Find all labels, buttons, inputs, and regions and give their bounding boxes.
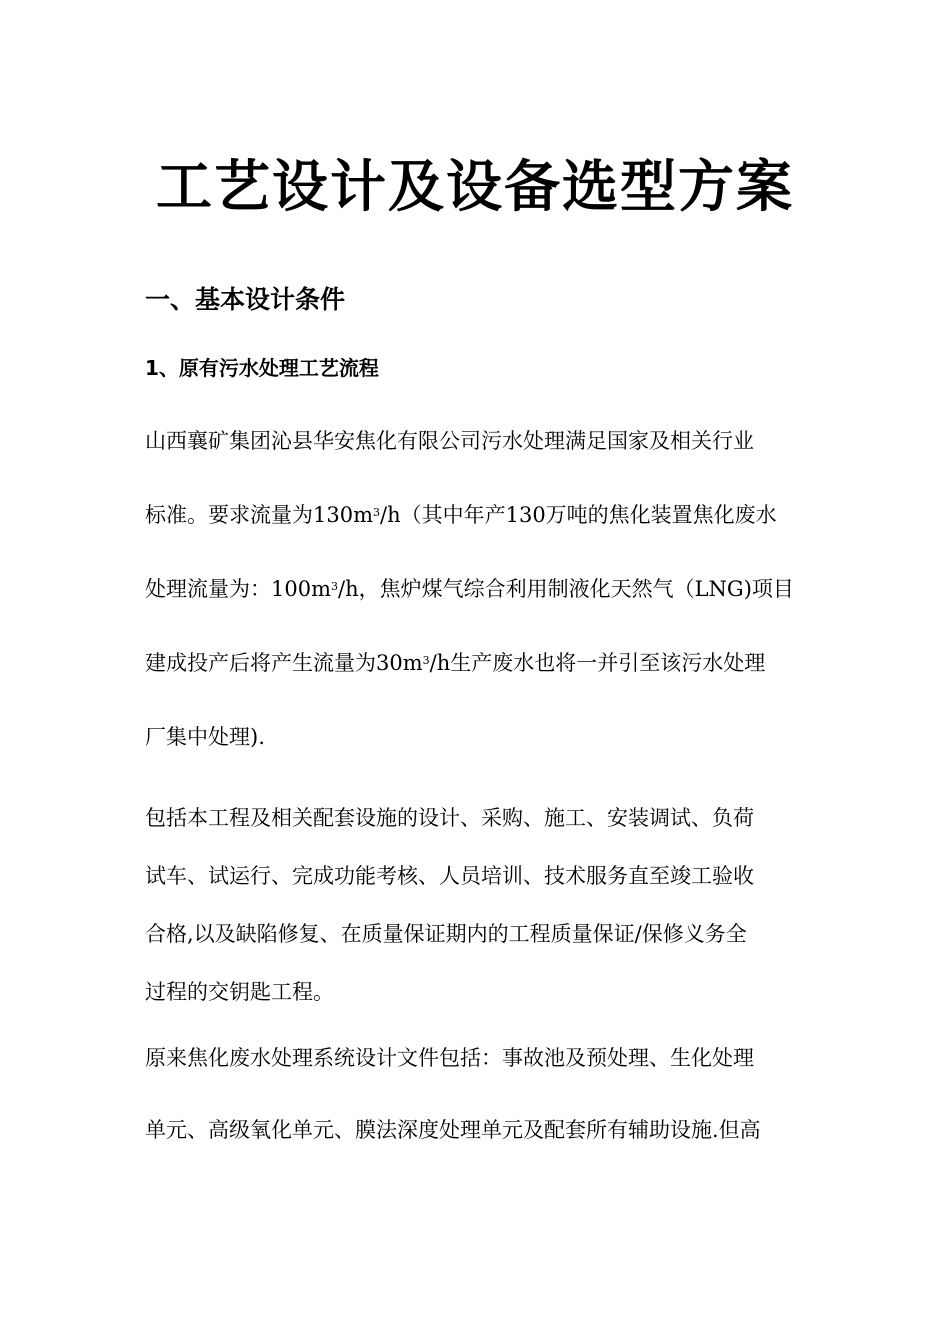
text-run: 标准。要求流量为130m: [145, 503, 373, 527]
superscript: 3: [373, 506, 380, 519]
paragraph-2: [145, 798, 809, 1030]
text-run: /h（其中年产130万吨的焦化装置焦化废水: [380, 503, 777, 527]
paragraph-line: [145, 495, 809, 569]
paragraph-line: 山西襄矿集团沁县华安焦化有限公司污水处理满足国家及相关行业: [145, 429, 754, 453]
document-title: 工艺设计及设备选型方案: [156, 155, 794, 220]
text-run: 建成投产后将产生流量为30m: [145, 651, 423, 675]
superscript: 3: [422, 654, 430, 667]
paragraph-3: [145, 1038, 809, 1182]
text-run: 处理流量为：100m: [145, 577, 331, 601]
paragraph-line: 试车、试运行、完成功能考核、人员培训、技术服务直至竣工验收: [145, 864, 754, 888]
paragraph-line: 厂集中处理).: [145, 725, 265, 749]
paragraph-line: [145, 569, 809, 643]
paragraph-1: [145, 421, 809, 791]
subsection-heading: 1、原有污水处理工艺流程: [145, 356, 379, 380]
text-run: /h，焦炉煤气综合利用制液化天然气（LNG)项目: [338, 577, 794, 601]
paragraph-line: 合格,以及缺陷修复、在质量保证期内的工程质量保证/保修义务全: [145, 922, 747, 946]
paragraph-line: 过程的交钥匙工程。: [145, 980, 334, 1004]
text-run: /h生产废水也将一并引至该污水处理: [429, 651, 766, 675]
section-heading: 一、基本设计条件: [145, 285, 346, 314]
paragraph-line: [145, 643, 809, 717]
superscript: 3: [331, 580, 338, 593]
paragraph-line: 原来焦化废水处理系统设计文件包括：事故池及预处理、生化处理: [145, 1046, 754, 1070]
paragraph-line: 单元、高级氧化单元、膜法深度处理单元及配套所有辅助设施.但高: [145, 1118, 761, 1142]
paragraph-line: 包括本工程及相关配套设施的设计、采购、施工、安装调试、负荷: [145, 806, 754, 830]
